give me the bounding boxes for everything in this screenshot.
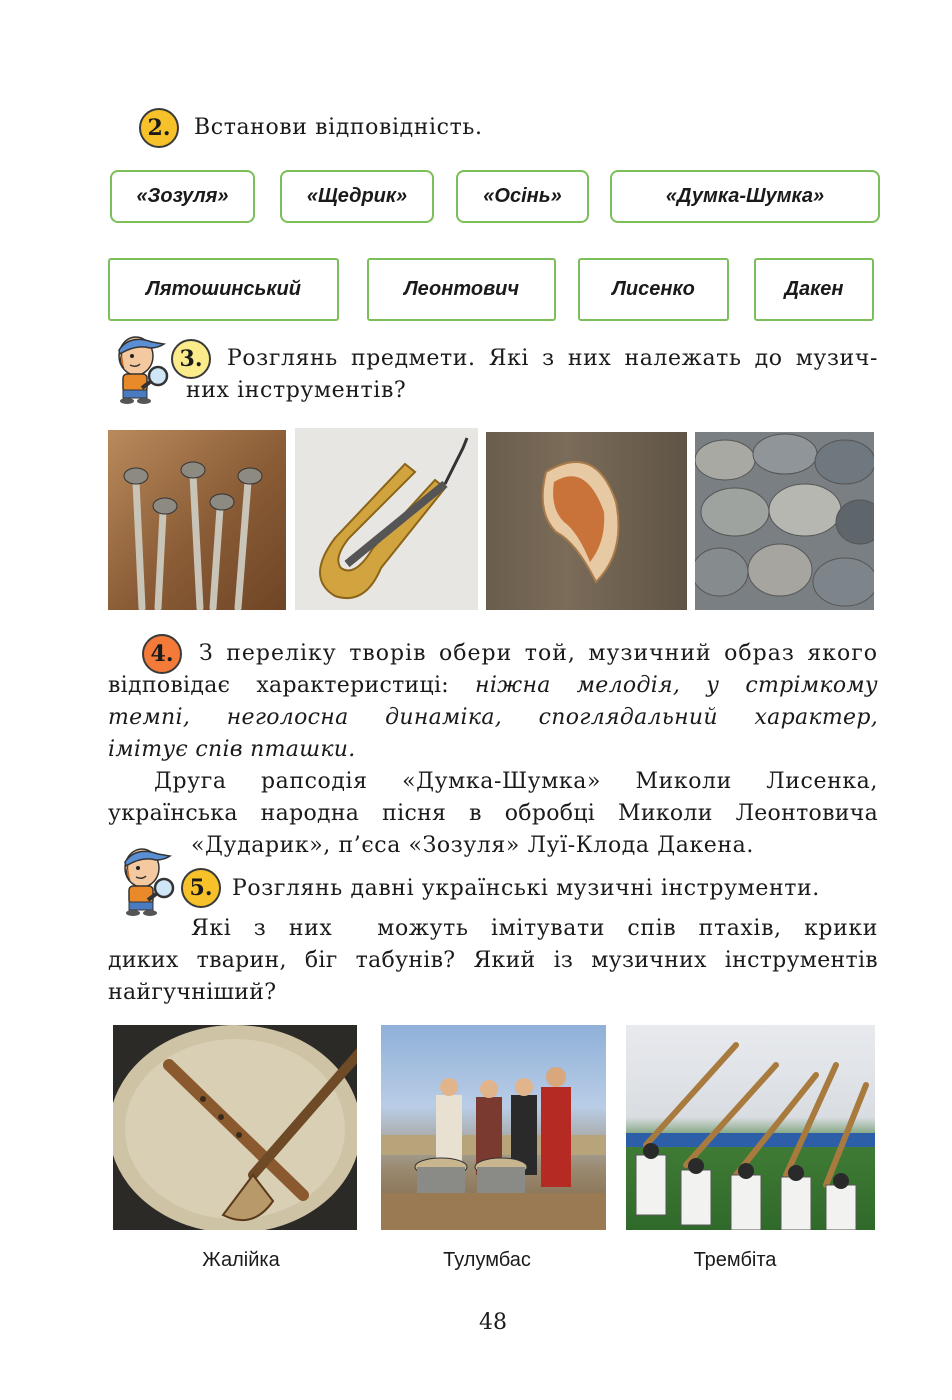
composer-box-lysenko[interactable]: Лисенко [578,258,729,321]
photo-stones [695,432,874,610]
task-3-line-1: Розглянь предмети. Які з них належать до музич- [227,346,878,371]
work-box-shchedryk[interactable]: «Щедрик» [280,170,434,223]
photo-zhaliika [113,1025,357,1230]
task-5-number-badge: 5. [181,868,221,908]
caption-zhaliika: Жалійка [202,1249,280,1271]
photo-walking-canes [108,430,286,610]
caption-trembita: Трембіта [693,1249,777,1271]
task-4-line-2 [108,670,878,702]
task-4-characteristic-part-1: ніжна мелодія, у стрімкому [475,673,878,698]
composer-box-leontovych[interactable]: Леонтович [367,258,556,321]
photo-jaw-harp [295,428,478,610]
task-4-number-badge: 4. [142,634,182,674]
photo-trembita [626,1025,875,1230]
task-2-text: Встанови відповідність. [194,115,483,140]
task-4-line-4: імітує спів пташки. [108,737,356,762]
task-4-line-1: З переліку творів обери той, музичний образ якого [199,641,878,666]
composer-box-daken[interactable]: Дакен [754,258,874,321]
boy-with-magnifier-icon-2 [112,842,178,918]
task-5-line-2: Які з них можуть імітувати спів птахів, крики [191,916,878,941]
work-box-zozulia[interactable]: «Зозуля» [110,170,255,223]
page-number: 48 [479,1310,507,1335]
task-2-number-badge: 2. [139,108,179,148]
boy-with-magnifier-icon [106,332,172,404]
task-4-line-2-text: відповідає характеристиці: [108,673,476,698]
photo-seashell [486,432,687,610]
task-5-line-3: диких тварин, біг табунів? Який із музичних інструментів [108,948,878,973]
work-box-dumka-shumka[interactable]: «Думка-Шумка» [610,170,880,223]
task-3-line-2: них інструментів? [186,378,407,403]
composer-box-liatoshynskyi[interactable]: Лятошинський [108,258,339,321]
task-5-line-4: найгучніший? [108,980,277,1005]
task-4-line-7: «Дударик», п’єса «Зозуля» Луї-Клода Дакена. [191,833,754,858]
caption-tulumbas: Тулумбас [443,1249,531,1271]
task-5-line-1: Розглянь давні українські музичні інструменти. [232,876,820,901]
work-box-osin[interactable]: «Осінь» [456,170,589,223]
task-4-line-5: Друга рапсодія «Думка-Шумка» Миколи Лисенка, [154,769,878,794]
task-3-number-badge: 3. [171,339,211,379]
photo-tulumbas [381,1025,606,1230]
task-4-line-6: українська народна пісня в обробці Миколи Леонтовича [108,801,878,826]
task-4-line-3: темпі, неголосна динаміка, споглядальний характер, [108,705,878,730]
